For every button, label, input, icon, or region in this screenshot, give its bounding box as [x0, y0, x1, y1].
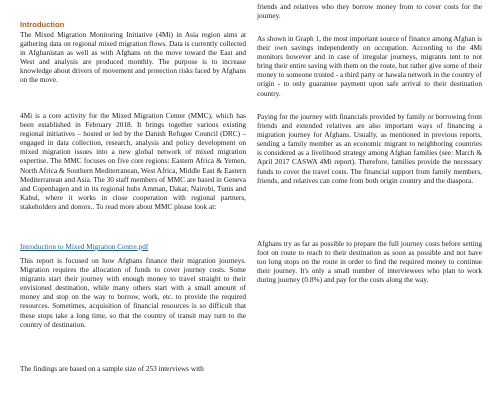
continuation-block — [257, 2, 482, 20]
savings-block — [257, 34, 482, 98]
intro-paragraph: The Mixed Migration Monitoring Initiative (4Mi) in Asia region aims at gathering data on regional mixed migration flows. Data is currently collected in Afghanistan as well as with Afghans on the move toward the East and West and analysis are produced monthly. The purpose is to increase knowledge about drivers of movement and protection risks faced by Afghans on the move. — [20, 30, 246, 85]
journey-costs-block — [257, 239, 482, 284]
findings-block — [20, 364, 246, 373]
link-block — [20, 236, 246, 254]
journey-costs-paragraph: Afghans try as far as possible to prepare the full journey costs before setting foot on route to reach to their destination as soon as possible and not have too long stops on the route in order to find the required money to continue their journey. It's only a small number of interviewees who plan to work during journey (0.8%) and pay for the costs along the way. — [257, 239, 482, 285]
introduction-heading: Introduction — [20, 20, 65, 29]
mmc-paragraph: 4Mi is a core activity for the Mixed Migration Center (MMC), which has been established in February 2018. It brings together various existing regional initiatives – hosted or led by the Danish Refugee Council (DRC) – engaged in data collection, research, analysis and policy development on mixed migration issues into a new global network of mixed migration expertise. The MMC focuses on five core regions: Eastern Africa & Yemen, North Africa & Southern Mediterranean, West Africa, Middle East & Eastern Mediterranean and Asia. The 30 staff members of MMC are based in Geneva and Copenhagen and in its regional hubs Amman, Dakar, Nairobi, Tunis and Kabul, where it works in close cooperation with regional partners, stakeholders and donors.. To read more about MMC please look at: — [20, 111, 246, 211]
family-finance-paragraph: Paying for the journey with financials provided by family or borrowing from friends and extended relatives are also important ways of financing a migration journey for Afghans. Usually, as mentioned in previous reports, sending a family member as an economic migrant to neighboring countries is considered as a livelihood strategy among Afghan families (see: March & April 2017 CASWA 4Mi report). Therefore, families provide the necessary funds to cover the travel costs. The financial support from family members, friends, and relatives can come from both origin country and the diaspora. — [257, 112, 482, 185]
mmc-paragraph-block — [20, 111, 246, 211]
mmc-introduction-link[interactable]: Introduction to Mixed Migration Centre.pdf — [20, 242, 149, 251]
continuation-paragraph: friends and relatives who they borrow money from to cover costs for the journey. — [257, 2, 482, 21]
report-focus-paragraph: This report is focused on how Afghans finance their migration journeys. Migration requires the allocation of funds to cover journey costs. Some migrants start their journey with enough money to travel straight to their envisioned destination, while many others start with a small amount of money and stop on the way to borrow, work, etc. to provide the required resources. Sometimes, acquisition of financial resources is so difficult that these stops take a long time, so that the country of transit may turn to the country of destination. — [20, 256, 246, 329]
savings-paragraph: As shown in Graph 1, the most important source of finance among Afghan is their own savings independently on occupation. According to the 4Mi monitors however and in case of irregular journeys, migrants tent to not bring their entire saving with them on the route, but rather give some of their money to someone trusted - a third party or hawala network in the country of origin - to only guarantee payment upon safe arrival to their destination country. — [257, 34, 482, 98]
findings-paragraph: The findings are based on a sample size of 253 interviews with — [20, 364, 204, 373]
report-focus-block — [20, 256, 246, 329]
intro-paragraph-block — [20, 30, 246, 85]
family-finance-block — [257, 112, 482, 185]
